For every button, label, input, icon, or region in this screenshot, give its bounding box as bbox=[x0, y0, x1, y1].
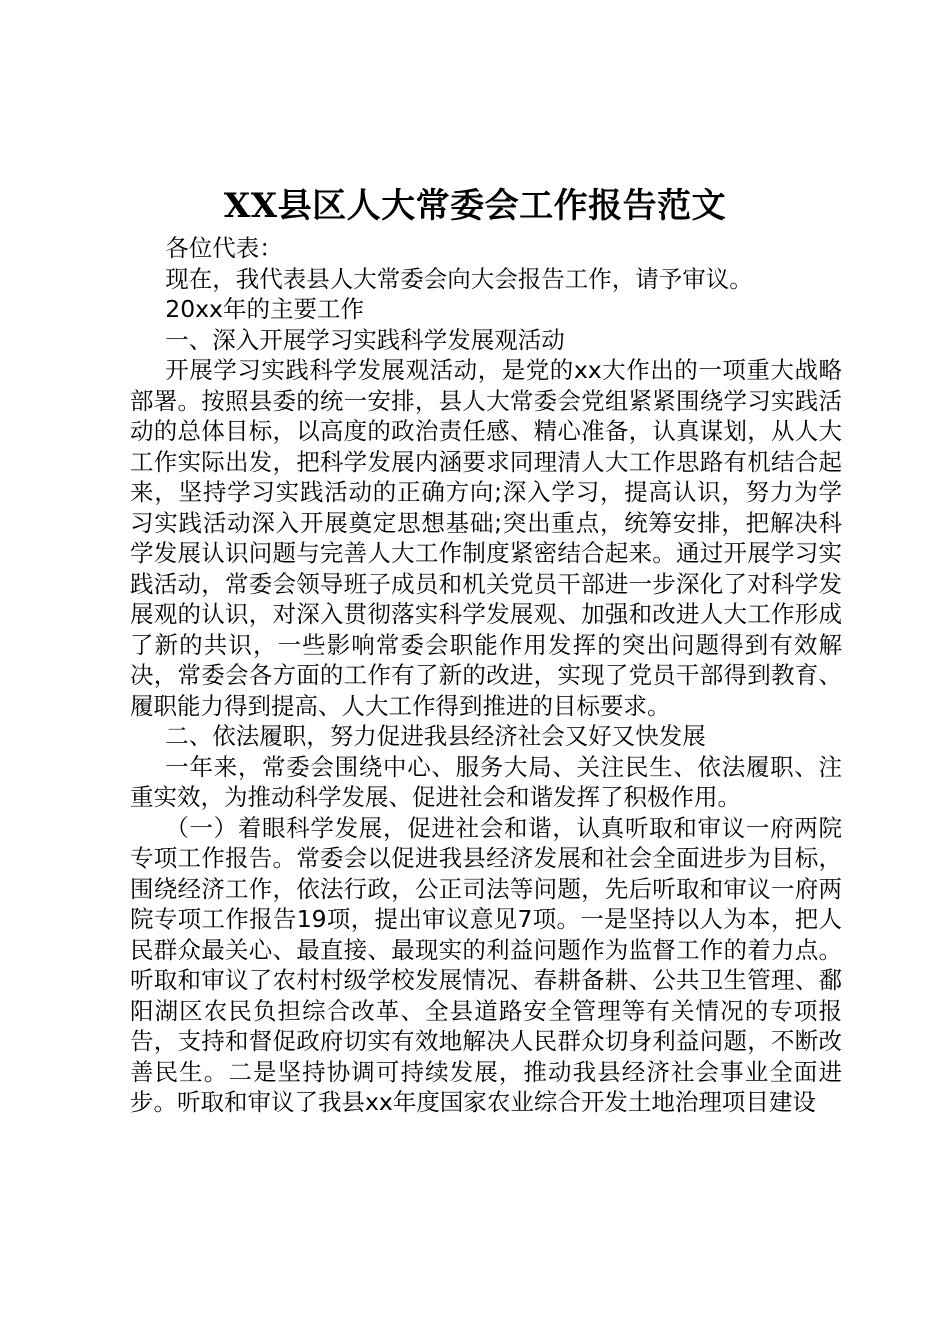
section-heading-2: 二、依法履职，努力促进我县经济社会又好又快发展 bbox=[165, 722, 706, 750]
section-heading-1: 一、深入开展学习实践科学发展观活动 bbox=[165, 325, 565, 354]
paragraph-salutation: 各位代表： bbox=[165, 234, 283, 262]
paragraph-body: （一）着眼科学发展，促进社会和谐，认真听取和审议一府两院专项工作报告。常委会以促进我县经济发展和社会全面进步为目标，围绕经济工作，依法行政，公正司法等问题，先后听取和审议一府两院专项工作报告19项，提出审议意见7项。一是坚持以人为本，把人民群众最关心、最直接、最现实的利益问题作为监督工作的着力点。听取和审议了农村村级学校发展情况、春耕备耕、公共卫生管理、鄱阳湖区农民负担综合改革、全县道路安全管理等有关情况的专项报告，支持和督促政府切实有效地解决人民群众切身利益问题，不断改善民生。二是坚持协调可持续发展，推动我县经济社会事业全面进步。听取和审议了我县xx年度国家农业综合开发土地治理项目建设 bbox=[130, 813, 842, 1116]
paragraph-intro: 现在，我代表县人大常委会向大会报告工作，请予审议。 bbox=[165, 264, 753, 293]
document-title: XX县区人大常委会工作报告范文 bbox=[223, 186, 727, 226]
paragraph-body: 一年来，常委会围绕中心、服务大局、关注民生、依法履职、注重实效，为推动科学发展、促进社会和谐发挥了积极作用。 bbox=[130, 752, 842, 811]
section-heading-main-work: 20xx年的主要工作 bbox=[165, 295, 364, 323]
paragraph-body: 开展学习实践科学发展观活动，是党的xx大作出的一项重大战略部署。按照县委的统一安排，县人大常委会党组紧紧围绕学习实践活动的总体目标，以高度的政治责任感、精心准备，认真谋划，从人大工作实际出发，把科学发展内涵要求同理清人大工作思路有机结合起来，坚持学习实践活动的正确方向;深入学习，提高认识，努力为学习实践活动深入开展奠定思想基础;突出重点，统筹安排，把解决科学发展认识问题与完善人大工作制度紧密结合起来。通过开展学习实践活动，常委会领导班子成员和机关党员干部进一步深化了对科学发展观的认识，对深入贯彻落实科学发展观、加强和改进人大工作形成了新的共识，一些影响常委会职能作用发挥的突出问题得到有效解决，常委会各方面的工作有了新的改进，实现了党员干部得到教育、履职能力得到提高、人大工作得到推进的目标要求。 bbox=[130, 356, 842, 720]
document-body bbox=[130, 233, 842, 1118]
